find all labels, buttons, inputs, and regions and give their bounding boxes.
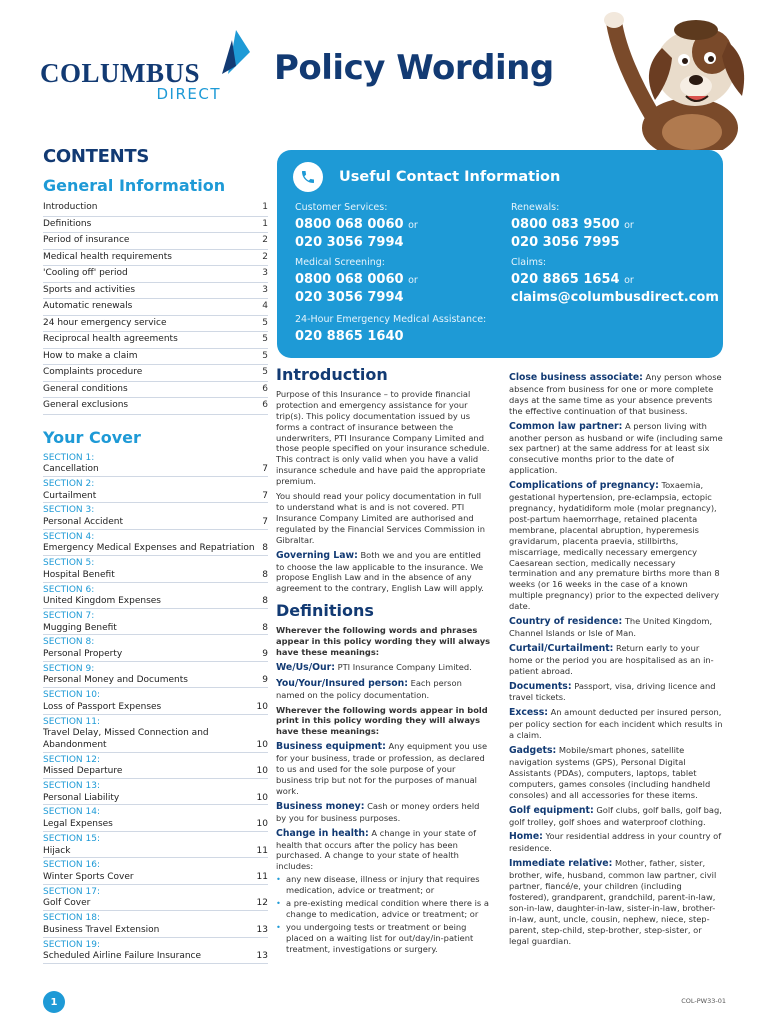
toc-item-text [43, 860, 134, 883]
definition-term: Curtail/Curtailment: [509, 642, 614, 654]
toc-item-text [43, 664, 188, 687]
definition-term: Business money: [276, 800, 365, 812]
toc-item-text [43, 834, 100, 857]
list-item: • any new disease, illness or injury that requires medication, advice or treatment; or [276, 874, 491, 896]
toc-section-number: SECTION 5: [43, 558, 95, 569]
toc-item-text [43, 479, 96, 502]
toc-item-label: Emergency Medical Expenses and Repatriation [43, 543, 255, 554]
toc-section-number: SECTION 9: [43, 663, 95, 674]
definition-close-business-associate [509, 372, 724, 417]
page-number-badge: 1 [43, 991, 65, 1013]
toc-item-label: Cancellation [43, 464, 99, 475]
intro-paragraph-2: You should read your policy documentation in full to understand what is and is not covered. PTI Insurance Company Limited are authorised and regulated by the Financial Services Commission in Gibraltar. [276, 491, 485, 545]
toc-item[interactable] [43, 332, 268, 349]
toc-section-number: SECTION 4: [43, 531, 95, 542]
list-item: • you undergoing tests or treatment or being placed on a waiting list for out/day/in-patient treatment, investigations or surgery. [276, 922, 491, 955]
emergency-assistance-number[interactable]: 020 8865 1640 [295, 329, 404, 344]
toc-section-number: SECTION 13: [43, 781, 100, 792]
or-text: or [624, 220, 634, 231]
toc-item-label: Scheduled Airline Failure Insurance [43, 951, 202, 962]
toc-item-page: 10 [256, 766, 268, 777]
definitions-intro-2: Wherever the following words appear in bold print in this policy wording they will always have these meanings: [276, 704, 488, 737]
toc-item-text [43, 558, 115, 581]
toc-item-text [43, 585, 161, 608]
definition-term: Governing Law: [276, 549, 358, 561]
toc-item-text [43, 532, 255, 555]
definition-text: The United Kingdom, Channel Islands or Isle of Man. [509, 616, 713, 638]
toc-item[interactable] [43, 299, 268, 316]
toc-item[interactable] [43, 556, 268, 582]
toc-item-text [43, 717, 257, 752]
toc-section-number: SECTION 6: [43, 584, 95, 595]
toc-section-number: SECTION 11: [43, 716, 100, 727]
toc-item-text [43, 637, 122, 660]
customer-services-label: Customer Services: [295, 202, 388, 213]
definition-term: Common law partner: [509, 420, 623, 432]
definition-text: Mother, father, sister, brother, wife, husband, common law partner, civil partner, fiancé/e, your children (including fostered), grandparent, grandchild, parent-in-law, son-in-law, daughter-in-law, sister-in-law, brother-in-law, aunt, uncle, cousin, nephew, niece, step-parent, step-child, step-brother, step-sister, or legal guardian. [509, 858, 717, 946]
screening-phone-2[interactable]: 020 3056 7994 [295, 290, 404, 305]
toc-item[interactable] [43, 266, 268, 283]
claims-email-link[interactable]: claims@columbusdirect.com [511, 290, 719, 305]
toc-item-label: 'Cooling off' period [43, 268, 128, 278]
your-cover-heading: Your Cover [43, 427, 141, 447]
toc-item-label: Complaints procedure [43, 367, 143, 377]
toc-item-page: 3 [262, 284, 268, 295]
definition-country-of-residence [509, 616, 724, 639]
claims-label: Claims: [511, 257, 547, 268]
claims-phone[interactable]: 020 8865 1654 [511, 272, 620, 287]
definition-text: Passport, visa, driving licence and travel tickets. [509, 680, 716, 703]
toc-item-label: Legal Expenses [43, 819, 113, 830]
toc-section-number: SECTION 1: [43, 452, 95, 463]
toc-item-page: 2 [262, 251, 268, 262]
toc-item[interactable] [43, 938, 268, 964]
toc-section-number: SECTION 2: [43, 478, 95, 489]
toc-section-number: SECTION 16: [43, 860, 100, 871]
toc-item[interactable] [43, 662, 268, 688]
logo-subtext: DIRECT [156, 85, 221, 103]
toc-item-label: Automatic renewals [43, 301, 133, 311]
toc-item-page: 10 [256, 792, 268, 803]
definition-excess [509, 707, 724, 741]
toc-section-number: SECTION 10: [43, 690, 100, 701]
toc-item-page: 5 [262, 350, 268, 361]
toc-item[interactable] [43, 477, 268, 503]
logo-wordmark: COLUMBUS [40, 58, 201, 88]
definition-term: Home: [509, 831, 543, 843]
definition-text: Both we and you are entitled to choose the law applicable to the insurance. We propose English Law and in the absence of any agreement to the contrary, English Law will apply. [276, 549, 484, 594]
or-text: or [624, 275, 634, 286]
toc-item-label: General exclusions [43, 400, 129, 410]
governing-law-entry [276, 550, 491, 595]
contents-heading: CONTENTS [43, 146, 150, 167]
toc-item[interactable] [43, 753, 268, 779]
toc-item-page: 7 [262, 517, 268, 528]
toc-item-page: 13 [256, 924, 268, 935]
toc-item[interactable] [43, 885, 268, 911]
toc-item-page: 3 [262, 268, 268, 278]
toc-item-page: 8 [262, 622, 268, 633]
definition-text: A change in your state of health that occurs after the policy has been purchased. A change to your state of health includes: [276, 827, 477, 872]
general-information-list [43, 200, 268, 415]
toc-item-label: Hijack [43, 845, 71, 856]
toc-item-text [43, 755, 122, 778]
toc-section-number: SECTION 18: [43, 913, 100, 924]
definition-term: Close business associate: [509, 372, 643, 383]
definition-business-equipment [276, 741, 491, 797]
toc-item-page: 7 [262, 464, 268, 475]
definition-text: Each person named on the policy documentation. [276, 677, 462, 700]
document-code: COL-PW33-01 [681, 997, 726, 1005]
toc-item-label: Travel Delay, Missed Connection and Abandonment [43, 728, 209, 750]
toc-item[interactable] [43, 688, 268, 714]
toc-item[interactable] [43, 233, 268, 250]
toc-item-label: Winter Sports Cover [43, 872, 134, 882]
toc-item-text [43, 690, 161, 713]
toc-item-page: 1 [262, 202, 268, 212]
medical-screening-numbers [295, 271, 418, 306]
toc-section-number: SECTION 15: [43, 833, 100, 844]
toc-item-text [43, 887, 100, 910]
definition-term: We/Us/Our: [276, 661, 335, 673]
toc-section-number: SECTION 8: [43, 637, 95, 648]
toc-item[interactable] [43, 715, 268, 753]
toc-item-page: 10 [256, 819, 268, 830]
toc-item-text [43, 807, 113, 830]
toc-item-label: Personal Liability [43, 792, 120, 803]
toc-item-text [43, 781, 119, 804]
definition-term: Business equipment: [276, 741, 386, 753]
claims-contacts [511, 271, 719, 306]
emergency-assistance-label: 24-Hour Emergency Medical Assistance: [295, 314, 487, 325]
contents-panel [43, 146, 268, 964]
toc-section-number: SECTION 17: [43, 886, 100, 897]
contact-title: Useful Contact Information [339, 169, 561, 185]
definition-text: Cash or money orders held by you for business purposes. [276, 800, 480, 823]
definition-immediate-relative [509, 858, 724, 946]
toc-item[interactable] [43, 365, 268, 382]
definition-gadgets [509, 745, 724, 801]
toc-item[interactable] [43, 858, 268, 884]
toc-item-label: Medical health requirements [43, 251, 172, 262]
toc-item-label: Period of insurance [43, 235, 130, 245]
toc-item-page: 12 [256, 898, 268, 909]
toc-item-page: 7 [262, 490, 268, 501]
toc-item-label: Loss of Passport Expenses [43, 701, 162, 712]
definition-text: Any person whose absence from business for one or more complete days at the same time as your absence prevents the effective continuation of that business. [509, 372, 722, 416]
definition-text: Toxaemia, gestational hypertension, pre-eclampsia, ectopic pregnancy, hydatidiform mole (molar pregnancy), post-partum haemorrhage, retained placenta membrane, placental abruption, hyperemesis gravidarum, placenta praevia, stillbirths, miscarriage, medically necessary emergency Caesarean section, medically necessary termination and any premature births more than 8 weeks (or 16 weeks in the case of a known multiple pregnancy) prior to the expected delivery date. [509, 480, 720, 612]
definition-business-money [276, 801, 491, 824]
toc-item[interactable] [43, 805, 268, 831]
definition-term: Change in health: [276, 827, 369, 839]
toc-item-label: 24 hour emergency service [43, 317, 167, 328]
toc-item-label: Personal Money and Documents [43, 675, 188, 686]
toc-item-text [43, 940, 201, 963]
toc-item-label: Business Travel Extension [43, 924, 160, 935]
toc-item-label: General conditions [43, 383, 128, 394]
toc-item-label: Personal Accident [43, 517, 123, 528]
toc-item-page: 9 [262, 649, 268, 660]
or-text: or [408, 220, 418, 231]
definition-common-law-partner [509, 421, 724, 477]
toc-item[interactable] [43, 911, 268, 937]
definition-term: You/Your/Insured person: [276, 677, 408, 689]
renewals-phone-2[interactable]: 020 3056 7995 [511, 235, 620, 250]
toc-section-number: SECTION 7: [43, 610, 95, 621]
toc-item-text [43, 913, 159, 936]
toc-item-page: 13 [256, 951, 268, 962]
toc-item[interactable] [43, 832, 268, 858]
definition-text: Return early to your home or the period you are hospitalised as an in-patient abroad. [509, 642, 714, 676]
toc-item[interactable] [43, 635, 268, 661]
definition-term: Golf equipment: [509, 804, 594, 816]
definition-home [509, 831, 724, 854]
definition-text: PTI Insurance Company Limited. [337, 661, 472, 672]
general-information-heading: General Information [43, 176, 226, 195]
definitions-intro-1: Wherever the following words and phrases appear in this policy wording they will always have these meanings: [276, 625, 491, 657]
customer-phone-1[interactable]: 0800 068 0060 [295, 217, 404, 232]
toc-item-page: 10 [256, 701, 268, 712]
toc-item-page: 4 [262, 301, 268, 311]
columbus-direct-logo [40, 30, 255, 105]
renewals-label: Renewals: [511, 202, 560, 213]
intro-paragraph-1: Purpose of this Insurance – to provide financial protection and emergency assistance for your trip(s). This policy documentation issued by us forms a contract of insurance between the underwriters, PTI Insurance Company Limited and those people specified on your insurance schedule. This contract is only valid when you have a valid insurance schedule and have paid the appropriate premium. [276, 388, 490, 487]
your-cover-list [43, 451, 268, 964]
phone-icon [293, 162, 323, 192]
intro-column [276, 365, 491, 957]
toc-item[interactable] [43, 609, 268, 635]
renewals-numbers [511, 216, 634, 251]
definitions-column [509, 372, 724, 951]
customer-phone-2[interactable]: 020 3056 7994 [295, 235, 404, 250]
toc-item-label: Definitions [43, 218, 92, 229]
definitions-heading: Definitions [276, 601, 374, 621]
contact-header [293, 162, 560, 192]
definition-term: Documents: [509, 680, 572, 692]
introduction-heading: Introduction [276, 365, 388, 384]
customer-services-numbers [295, 216, 418, 251]
definition-golf-equipment [509, 805, 724, 828]
toc-item-page: 5 [262, 367, 268, 377]
toc-item-text [43, 505, 123, 528]
toc-item-label: Curtailment [43, 490, 97, 501]
toc-item[interactable] [43, 217, 268, 234]
screening-phone-1[interactable]: 0800 068 0060 [295, 272, 404, 287]
toc-item-page: 2 [262, 235, 268, 245]
toc-item-page: 8 [262, 569, 268, 580]
toc-item-page: 8 [262, 543, 268, 554]
toc-item-label: United Kingdom Expenses [43, 596, 161, 607]
toc-item-text [43, 611, 117, 634]
toc-item-label: How to make a claim [43, 350, 138, 361]
medical-screening-label: Medical Screening: [295, 257, 385, 268]
toc-section-number: SECTION 14: [43, 807, 100, 818]
logo-sail-icon [218, 30, 254, 74]
toc-item[interactable] [43, 779, 268, 805]
definition-you [276, 678, 491, 701]
definition-term: Country of residence: [509, 616, 623, 628]
definition-text: Your residential address in your country of residence. [509, 831, 722, 854]
definition-complications-of-pregnancy [509, 480, 724, 612]
toc-item[interactable] [43, 382, 268, 399]
definition-change-in-health [276, 828, 491, 955]
toc-item-page: 10 [256, 739, 268, 750]
toc-item-label: Sports and activities [43, 284, 136, 295]
toc-section-number: SECTION 19: [43, 939, 100, 950]
toc-item-page: 8 [262, 596, 268, 607]
page-title: Policy Wording [274, 48, 554, 88]
definition-text: Any equipment you use for your business, trade or profession, as declared to us and used for the sole purpose of your business trip but not for the purposes of manual work. [276, 741, 488, 796]
toc-item-page: 6 [262, 400, 268, 410]
definition-term: Complications of pregnancy: [509, 480, 659, 492]
toc-item[interactable] [43, 250, 268, 267]
or-text: or [408, 275, 418, 286]
toc-item[interactable] [43, 316, 268, 333]
definition-term: Immediate relative: [509, 858, 613, 870]
definition-text: Golf clubs, golf balls, golf bag, golf trolley, golf shoes and waterproof clothing. [509, 804, 722, 827]
contact-info-box [277, 150, 723, 358]
toc-item[interactable] [43, 530, 268, 556]
toc-item-label: Missed Departure [43, 766, 123, 777]
toc-section-number: SECTION 3: [43, 505, 95, 516]
toc-item-page: 9 [262, 675, 268, 686]
toc-item[interactable] [43, 349, 268, 366]
definition-text: An amount deducted per insured person, per policy section for each incident which results in a claim. [509, 707, 723, 741]
definition-text: Mobile/smart phones, satellite navigation systems (GPS), Personal Digital Assistants (PDAs), computers, laptops, tablet computers, games consoles (including handheld consoles) and all accessories for these items. [509, 745, 711, 800]
toc-item[interactable] [43, 451, 268, 477]
renewals-phone-1[interactable]: 0800 083 9500 [511, 217, 620, 232]
toc-item-label: Introduction [43, 202, 98, 212]
toc-item[interactable] [43, 398, 268, 415]
toc-item-text [43, 453, 99, 476]
toc-item[interactable] [43, 583, 268, 609]
toc-item-page: 1 [262, 218, 268, 229]
definition-term: Gadgets: [509, 745, 557, 757]
definition-documents [509, 681, 724, 704]
toc-item-page: 11 [256, 872, 268, 882]
toc-item[interactable] [43, 200, 268, 217]
toc-item-label: Golf Cover [43, 898, 91, 909]
toc-item-label: Personal Property [43, 649, 123, 660]
dog-mascot-illustration [600, 0, 770, 150]
definition-text: A person living with another person as husband or wife (including same sex partner) at the same address for at least six consecutive months prior to the date of application. [509, 420, 723, 476]
toc-item-label: Mugging Benefit [43, 622, 117, 633]
definition-curtailment [509, 643, 724, 677]
change-in-health-list [276, 874, 491, 954]
toc-item[interactable] [43, 503, 268, 529]
toc-item-page: 5 [262, 334, 268, 344]
definition-term: Excess: [509, 707, 548, 719]
toc-item-label: Hospital Benefit [43, 569, 115, 580]
toc-item-label: Reciprocal health agreements [43, 334, 178, 344]
toc-item-page: 11 [256, 845, 268, 856]
toc-item-page: 5 [262, 317, 268, 328]
toc-section-number: SECTION 12: [43, 754, 100, 765]
toc-item-page: 6 [262, 383, 268, 394]
definition-we [276, 662, 491, 674]
list-item: • a pre-existing medical condition where there is a change to medication, advice or treatment; or [276, 898, 491, 920]
toc-item[interactable] [43, 283, 268, 300]
